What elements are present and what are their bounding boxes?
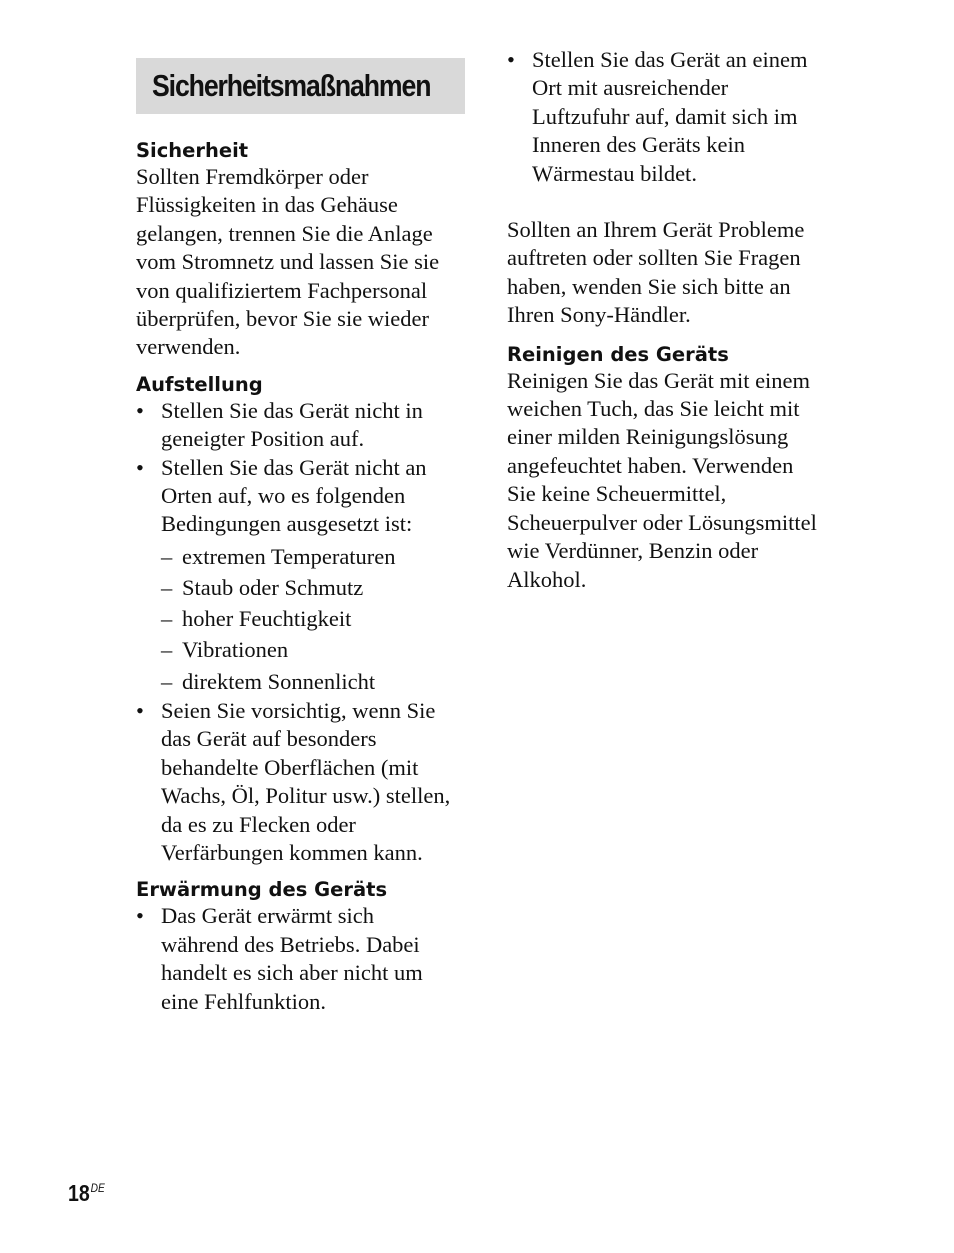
condition-item bbox=[161, 603, 468, 634]
list-item bbox=[136, 902, 468, 1016]
list-item bbox=[136, 454, 468, 697]
bullet-icon: • bbox=[507, 47, 515, 72]
text-line: eine Fehlfunktion. bbox=[161, 988, 326, 1014]
dash-icon: – bbox=[161, 543, 173, 569]
page-number bbox=[68, 1180, 105, 1207]
text-line: angefeuchtet haben. Verwenden bbox=[507, 452, 794, 478]
condition-text: hoher Feuchtigkeit bbox=[182, 606, 352, 632]
text-line: überprüfen, bevor Sie sie wieder bbox=[136, 306, 430, 332]
bullet-icon: • bbox=[136, 697, 144, 723]
text-line: Scheuerpulver oder Lösungsmittel bbox=[507, 509, 817, 535]
text-line: haben, wenden Sie sich bitte an bbox=[507, 273, 791, 299]
dash-icon: – bbox=[161, 606, 173, 632]
paragraph-sicherheit bbox=[136, 163, 468, 362]
erwaermung-list bbox=[136, 902, 468, 1016]
text-line: Stellen Sie das Gerät nicht in bbox=[161, 397, 423, 423]
text-line: Das Gerät erwärmt sich bbox=[161, 903, 375, 929]
text-line: Stellen Sie das Gerät an einem bbox=[532, 47, 808, 72]
text-line: während des Betriebs. Dabei bbox=[161, 931, 420, 957]
text-line: Seien Sie vorsichtig, wenn Sie bbox=[161, 697, 436, 723]
text-line: auftreten oder sollten Sie Fragen bbox=[507, 245, 801, 271]
list-item bbox=[507, 46, 847, 188]
text-line: Luftzufuhr auf, damit sich im bbox=[532, 103, 798, 129]
text-line: Verfärbungen kommen kann. bbox=[161, 839, 423, 865]
condition-item bbox=[161, 572, 468, 603]
condition-text: direktem Sonnenlicht bbox=[182, 668, 376, 694]
heading-reinigen: Reinigen des Geräts bbox=[507, 342, 729, 366]
text-line: Sie keine Scheuermittel, bbox=[507, 481, 727, 507]
text-line: Wachs, Öl, Politur usw.) stellen, bbox=[161, 783, 451, 809]
text-line: Bedingungen ausgesetzt ist: bbox=[161, 511, 413, 537]
paragraph-reinigen bbox=[507, 367, 847, 594]
heading-erwaermung: Erwärmung des Geräts bbox=[136, 878, 388, 902]
text-line: Flüssigkeiten in das Gehäuse bbox=[136, 192, 398, 218]
text-line: wie Verdünner, Benzin oder bbox=[507, 538, 759, 564]
text-line: geneigter Position auf. bbox=[161, 426, 365, 452]
text-line: Stellen Sie das Gerät nicht an bbox=[161, 454, 427, 480]
text-line: gelangen, trennen Sie die Anlage bbox=[136, 220, 433, 246]
list-item bbox=[136, 397, 468, 454]
text-line: da es zu Flecken oder bbox=[161, 811, 356, 837]
condition-item bbox=[161, 666, 468, 697]
heading-sicherheit: Sicherheit bbox=[136, 139, 249, 162]
page-title-box bbox=[136, 58, 465, 114]
page-number-value: 18 bbox=[68, 1180, 90, 1206]
list-item bbox=[136, 697, 468, 867]
text-line: Orten auf, wo es folgenden bbox=[161, 483, 406, 509]
bullet-icon: • bbox=[136, 903, 144, 929]
text-line: das Gerät auf besonders bbox=[161, 726, 377, 752]
text-line: von qualifiziertem Fachpersonal bbox=[136, 277, 428, 303]
aufstellung-list bbox=[136, 397, 468, 867]
condition-item bbox=[161, 541, 468, 572]
text-line: handelt es sich aber nicht um bbox=[161, 960, 423, 986]
text-line: Sollten Fremdkörper oder bbox=[136, 164, 369, 189]
page-language-suffix: DE bbox=[90, 1181, 105, 1195]
text-line: Ort mit ausreichender bbox=[532, 75, 729, 101]
condition-text: Vibrationen bbox=[182, 637, 289, 663]
bullet-icon: • bbox=[136, 397, 144, 423]
bullet-icon: • bbox=[136, 454, 144, 480]
condition-item bbox=[161, 634, 468, 665]
left-column bbox=[136, 58, 468, 1016]
text-line: Wärmestau bildet. bbox=[532, 160, 697, 186]
text-line: Inneren des Geräts kein bbox=[532, 132, 746, 158]
right-column bbox=[507, 46, 847, 594]
heading-aufstellung: Aufstellung bbox=[136, 372, 263, 396]
dash-icon: – bbox=[161, 637, 173, 663]
dash-icon: – bbox=[161, 575, 173, 601]
text-line: einer milden Reinigungslösung bbox=[507, 424, 789, 450]
text-line: vom Stromnetz und lassen Sie sie bbox=[136, 249, 440, 275]
condition-text: extremen Temperaturen bbox=[182, 543, 396, 569]
page-title: Sicherheitsmaßnahmen bbox=[152, 68, 431, 103]
text-line: Alkohol. bbox=[507, 566, 587, 592]
dash-icon: – bbox=[161, 668, 173, 694]
text-line: behandelte Oberflächen (mit bbox=[161, 754, 419, 780]
luft-list bbox=[507, 46, 847, 188]
text-line: Reinigen Sie das Gerät mit einem bbox=[507, 367, 811, 393]
text-line: verwenden. bbox=[136, 334, 241, 360]
text-line: Sollten an Ihrem Gerät Probleme bbox=[507, 217, 805, 243]
conditions-list bbox=[161, 541, 468, 697]
text-line: Ihren Sony-Händler. bbox=[507, 302, 691, 328]
text-line: weichen Tuch, das Sie leicht mit bbox=[507, 396, 800, 422]
paragraph-probleme bbox=[507, 216, 847, 330]
condition-text: Staub oder Schmutz bbox=[182, 575, 364, 601]
